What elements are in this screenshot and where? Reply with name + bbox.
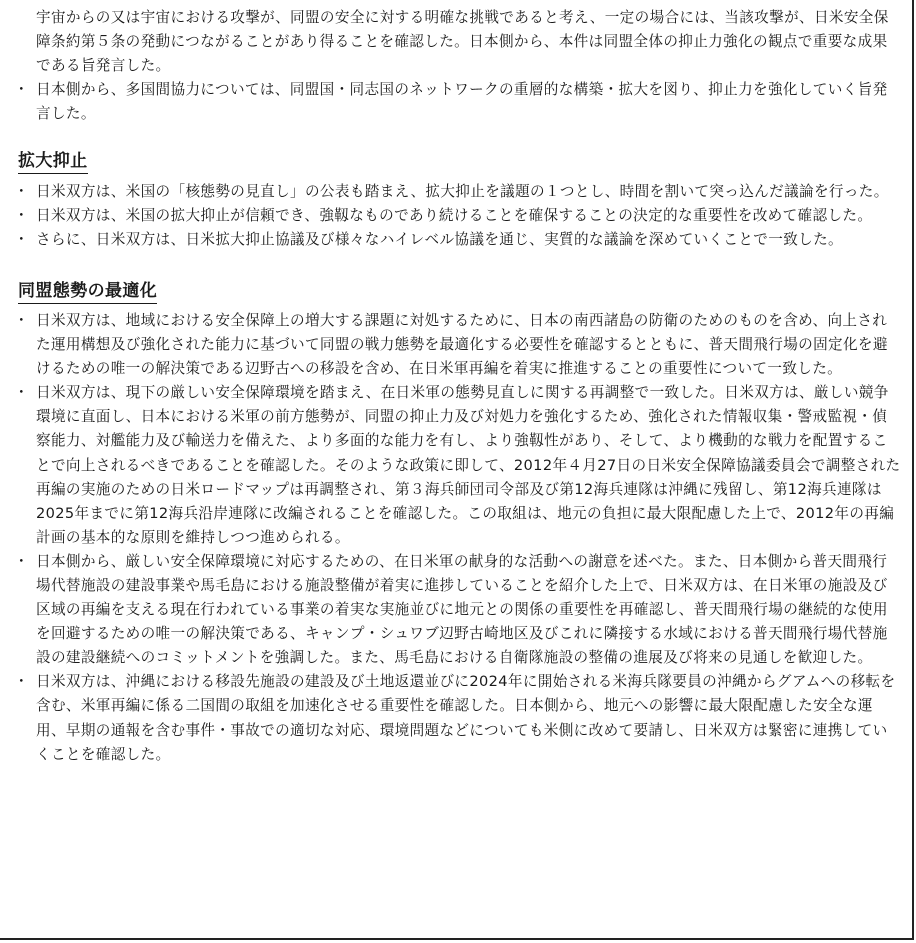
section-title: 拡大抑止: [18, 149, 88, 174]
section-heading-alliance-posture: [18, 279, 902, 304]
list-item: ・ 日米双方は、沖縄における移設先施設の建設及び土地返還並びに2024年に開始される米海兵隊要員の沖縄からグアムへの移転を含む、米軍再編に係る二国間の取組を加速化させる重要性を確認した。日本側から、地元への影響に最大限配慮した安全な運用、早期の通報を含む事件・事故での適切な対応、環境問題などについても米側に改めて要請し、日米双方は緊密に連携していくことを確認した。: [18, 670, 902, 766]
list-item: ・ 日米双方は、米国の拡大抑止が信頼でき、強靱なものであり続けることを確保することの決定的な重要性を改めて確認した。: [18, 204, 902, 228]
list-item: ・ 日本側から、多国間協力については、同盟国・同志国のネットワークの重層的な構築・拡大を図り、抑止力を強化していく旨発言した。: [18, 78, 902, 126]
list-item: ・ 日米双方は、現下の厳しい安全保障環境を踏まえ、在日米軍の態勢見直しに関する再調整で一致した。日米双方は、厳しい競争環境に直面し、日本における米軍の前方態勢が、同盟の抑止力及び対処力を強化するため、強化された情報収集・警戒監視・偵察能力、対艦能力及び輸送力を備えた、より多面的な能力を有し、より強靱性があり、そして、より機動的な戦力を配置することで向上されるべきであることを確認した。そのような政策に即して、2012年４月27日の日米安全保障協議委員会で調整された再編の実施のための日米ロードマップは再調整され、第３海兵師団司令部及び第12海兵連隊は沖縄に残留し、第12海兵連隊は2025年までに第12海兵沿岸連隊に改編されることを確認した。この取組は、地元の負担に最大限配慮した上で、2012年の再編計画の基本的な原則を維持しつつ進められる。: [18, 381, 902, 550]
alliance-posture-bullet-list: [18, 309, 902, 767]
section-heading-extended-deterrence: [18, 149, 902, 174]
intro-bullet-list: [18, 78, 902, 126]
intro-continuation-paragraph: 宇宙からの又は宇宙における攻撃が、同盟の安全に対する明確な挑戦であると考え、一定の場合には、当該攻撃が、日米安全保障条約第５条の発動につながることがあり得ることを確認した。日本側から、本件は同盟全体の抑止力強化の観点で重要な成果である旨発言した。: [36, 9, 889, 75]
extended-deterrence-bullet-list: [18, 180, 902, 252]
list-item: ・ さらに、日米双方は、日米拡大抑止協議及び様々なハイレベル協議を通じ、実質的な議論を深めていくことで一致した。: [18, 228, 902, 252]
list-item: ・ 日米双方は、米国の「核態勢の見直し」の公表も踏まえ、拡大抑止を議題の１つとし、時間を割いて突っ込んだ議論を行った。: [18, 180, 902, 204]
list-item: ・ 日本側から、厳しい安全保障環境に対応するための、在日米軍の献身的な活動への謝意を述べた。また、日本側から普天間飛行場代替施設の建設事業や馬毛島における施設整備が着実に進捗していることを紹介した上で、日米双方は、在日米軍の施設及び区域の再編を支える現在行われている事業の着実な実施並びに地元との関係の重要性を再確認し、普天間飛行場の継続的な使用を回避するための唯一の解決策である、キャンプ・シュワブ辺野古崎地区及びこれに隣接する水域における普天間飛行場代替施設の建設継続へのコミットメントを強調した。また、馬毛島における自衛隊施設の整備の進展及び将来の見通しを歓迎した。: [18, 550, 902, 670]
document-body: [18, 6, 902, 767]
list-item: ・ 日米双方は、地域における安全保障上の増大する課題に対処するために、日本の南西諸島の防衛のためのものを含め、向上された運用構想及び強化された能力に基づいて同盟の戦力態勢を最適化する必要性を確認するとともに、普天間飛行場の固定化を避けるための唯一の解決策である辺野古への移設を含め、在日米軍再編を着実に推進することの重要性について一致した。: [18, 309, 902, 381]
section-title: 同盟態勢の最適化: [18, 279, 157, 304]
